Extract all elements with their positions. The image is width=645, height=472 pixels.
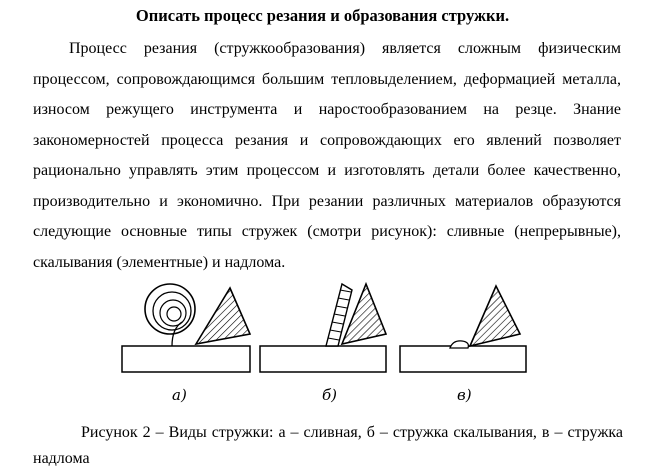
workpiece-b (260, 346, 386, 372)
label-a: а) (172, 386, 187, 404)
cutting-tool-a (196, 288, 250, 344)
body-paragraph: Процесс резания (стружкообразования) является сложным физическим процессом, сопровождающимся большим тепловыделением, деформацией металла, износом режущего инструмента и наростообразованием на резце. Знание закономерностей процесса резания и сопровождающих его явлений позволяет рационально управлять этим процессом и изготовлять детали более качественно, производительно и экономично. При резании различных материалов образуются следующие основные типы стружек (смотри рисунок): сливные (непрерывные), скалывания (элементные) и надлома. (33, 40, 621, 271)
chip-types-figure (110, 276, 530, 406)
panel-a-continuous-chip (122, 284, 250, 404)
panel-c-fracture-chip (400, 286, 526, 404)
cutting-tool-c (470, 286, 520, 346)
spiral-chip-icon (145, 284, 195, 334)
page-title: Описать процесс резания и образования стружки. (135, 6, 510, 25)
figure-caption: Рисунок 2 – Виды стружки: а – сливная, б – стружка скалывания, в – стружка надлома (33, 424, 623, 467)
panel-b-shear-chip (260, 284, 386, 404)
workpiece-a (122, 346, 250, 372)
fracture-chip-icon (450, 341, 468, 348)
label-b: б) (322, 386, 338, 404)
label-c: в) (457, 386, 472, 404)
workpiece-c (400, 346, 526, 372)
